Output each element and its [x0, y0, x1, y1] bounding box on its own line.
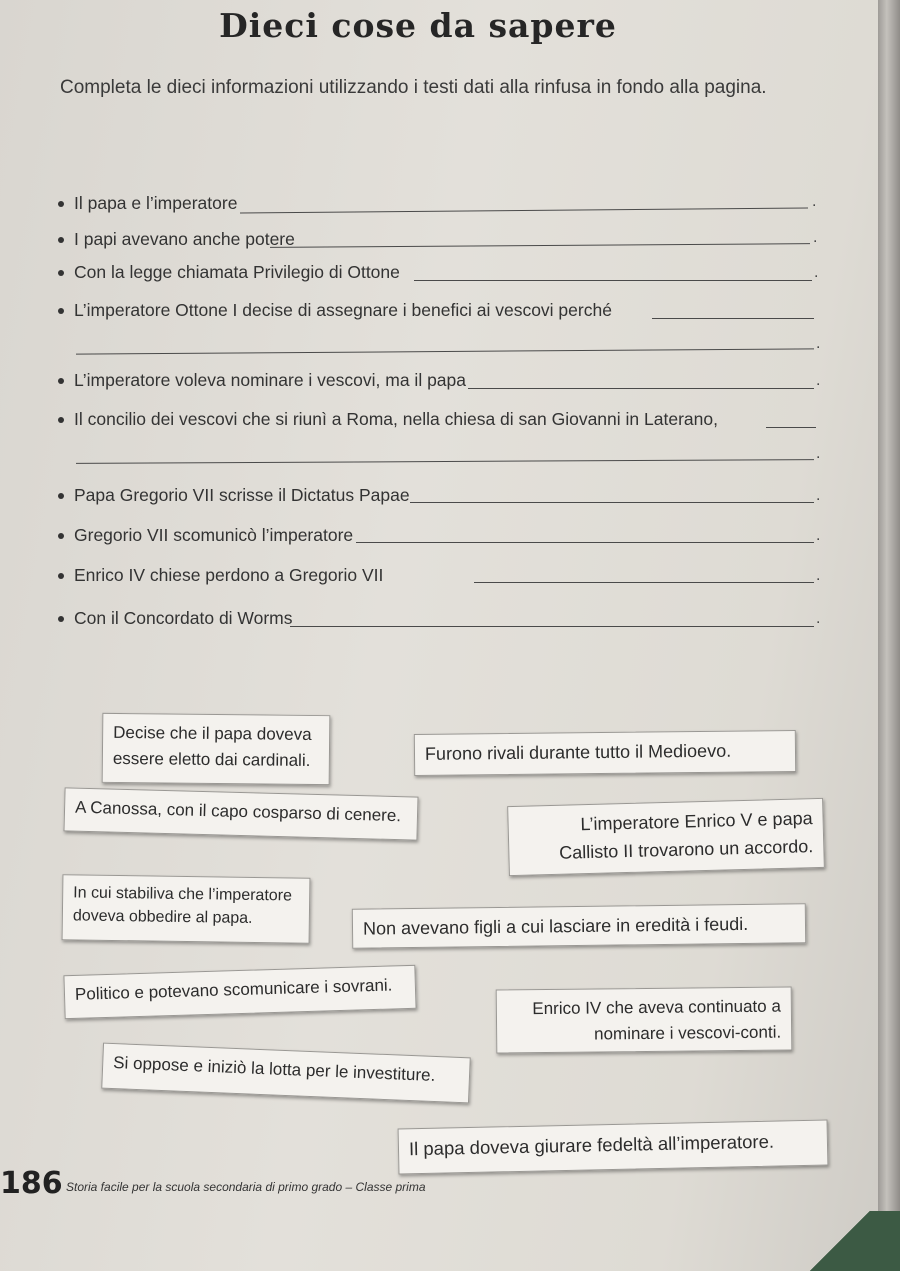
instructions: Completa le dieci informazioni utilizzando i testi dati alla rinfusa in fondo alla pagina.	[60, 77, 767, 98]
sentence-text: Gregorio VII scomunicò l’imperatore	[74, 525, 354, 545]
period: .	[814, 264, 819, 281]
sentence-text: Con il Concordato di Worms	[74, 608, 293, 628]
bullet-icon	[58, 493, 64, 499]
answer-box-2[interactable]: Furono rivali durante tutto il Medioevo.	[414, 730, 796, 776]
sentence-7	[58, 485, 410, 506]
answer-line[interactable]	[270, 243, 810, 248]
bullet-icon	[58, 417, 64, 423]
sentence-10	[58, 608, 293, 629]
answer-line[interactable]	[76, 459, 814, 464]
sentence-text: Il concilio dei vescovi che si riunì a Roma, nella chiesa di san Giovanni in Laterano,	[74, 409, 718, 429]
period: .	[812, 193, 817, 210]
period: .	[816, 335, 821, 352]
bullet-icon	[58, 378, 64, 384]
answer-line[interactable]	[766, 427, 816, 428]
sentence-text: Enrico IV chiese perdono a Gregorio VII	[74, 565, 384, 585]
answer-box-8[interactable]: Enrico IV che aveva continuato a nominare i vescovi-conti.	[496, 986, 793, 1053]
period: .	[816, 567, 821, 584]
bullet-icon	[58, 237, 64, 243]
page-edge	[878, 0, 900, 1271]
page-title: Dieci cose da sapere	[219, 6, 617, 45]
answer-line[interactable]	[652, 318, 814, 319]
sentence-text: L’imperatore Ottone I decise di assegnare i benefici ai vescovi perché	[74, 300, 612, 320]
answer-box-1[interactable]: Decise che il papa doveva essere eletto dai cardinali.	[102, 713, 331, 785]
answer-line[interactable]	[410, 502, 814, 503]
answer-line[interactable]	[414, 280, 812, 281]
sentence-text: Il papa e l’imperatore	[74, 193, 238, 213]
book-title: Storia facile per la scuola secondaria di primo grado – Classe prima	[66, 1180, 426, 1194]
period: .	[816, 372, 821, 389]
answer-box-7[interactable]: Politico e potevano scomunicare i sovrani.	[63, 965, 416, 1019]
answer-box-10[interactable]: Il papa doveva giurare fedeltà all’imperatore.	[398, 1120, 829, 1175]
background-corner	[780, 1211, 900, 1271]
period: .	[816, 487, 821, 504]
period: .	[813, 229, 818, 246]
sentence-3	[58, 262, 400, 283]
answer-box-9[interactable]: Si oppose e iniziò la lotta per le investiture.	[101, 1043, 471, 1104]
sentence-text: L’imperatore voleva nominare i vescovi, ma il papa	[74, 370, 466, 390]
answer-box-4[interactable]: L’imperatore Enrico V e papa Callisto II trovarono un accordo.	[507, 798, 825, 876]
bullet-icon	[58, 308, 64, 314]
period: .	[816, 610, 821, 627]
bullet-icon	[58, 201, 64, 207]
bullet-icon	[58, 533, 64, 539]
bullet-icon	[58, 270, 64, 276]
bullet-icon	[58, 616, 64, 622]
sentence-4	[58, 300, 612, 321]
sentence-text: Con la legge chiamata Privilegio di Ottone	[74, 262, 400, 282]
sentence-1	[58, 193, 237, 214]
sentence-2	[58, 229, 295, 250]
answer-box-3[interactable]: A Canossa, con il capo cosparso di cenere.	[63, 787, 418, 840]
answer-line[interactable]	[76, 348, 814, 354]
answer-box-6[interactable]: Non avevano figli a cui lasciare in eredità i feudi.	[352, 903, 806, 949]
bullet-icon	[58, 573, 64, 579]
sentence-8	[58, 525, 353, 546]
period: .	[816, 445, 821, 462]
sentence-5	[58, 370, 466, 391]
answer-line[interactable]	[474, 582, 814, 583]
answer-line[interactable]	[290, 626, 814, 627]
answer-box-5[interactable]: In cui stabiliva che l’imperatore doveva obbedire al papa.	[62, 874, 311, 943]
sentence-text: I papi avevano anche potere	[74, 229, 295, 249]
sentence-6	[58, 409, 718, 430]
answer-line[interactable]	[468, 388, 814, 389]
answer-line[interactable]	[240, 208, 808, 214]
page-number: 186	[0, 1166, 63, 1201]
answer-line[interactable]	[356, 542, 814, 543]
period: .	[816, 527, 821, 544]
sentence-9	[58, 565, 383, 586]
sentence-text: Papa Gregorio VII scrisse il Dictatus Papae	[74, 485, 410, 505]
